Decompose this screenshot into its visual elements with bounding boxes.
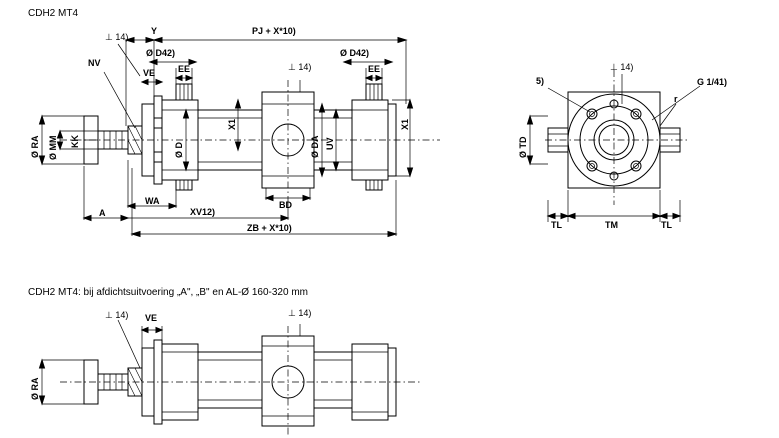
dim-label-g14: G 1/41): [697, 77, 728, 87]
dim-label-tm: TM: [605, 220, 618, 230]
dim-label-ve: VE: [143, 68, 156, 78]
dim-label-ra-secondary: Ø RA: [30, 377, 40, 400]
perpendicular-symbol-sec-left: ⊥ 14): [105, 310, 129, 320]
dim-label-mm: Ø MM: [48, 135, 58, 160]
dim-label-x1-left: X1: [227, 118, 237, 130]
dim-label-d: Ø D: [174, 141, 184, 158]
dim-label-kk: KK: [70, 135, 80, 148]
perpendicular-symbol-endview: ⊥ 14): [610, 62, 634, 72]
perpendicular-symbol-left: ⊥ 14): [105, 32, 129, 42]
dim-label-a: A: [99, 208, 106, 218]
dim-label-ee-left: EE: [178, 64, 191, 74]
dim-label-note5: 5): [536, 76, 545, 86]
secondary-title: CDH2 MT4: bij afdichtsuitvoering „A", „B" en AL-Ø 160-320 mm: [28, 287, 308, 298]
dim-label-ra: Ø RA: [30, 135, 40, 158]
perpendicular-symbol-mid: ⊥ 14): [288, 62, 312, 72]
dim-label-uv: UV: [325, 137, 335, 150]
perpendicular-symbol-sec-mid: ⊥ 14): [288, 308, 312, 318]
dim-label-r: r: [674, 94, 678, 104]
dim-label-da: Ø DA: [310, 135, 320, 158]
main-title: CDH2 MT4: [28, 8, 79, 19]
dim-label-nv: NV: [88, 58, 101, 68]
dim-label-wa: WA: [145, 196, 160, 206]
dim-label-x1-right: X1: [400, 118, 410, 130]
dim-label-ve-secondary: VE: [145, 313, 158, 323]
dim-label-y: Y: [151, 26, 158, 36]
dim-label-ee-right: EE: [368, 64, 381, 74]
dim-label-d4-left: Ø D42): [146, 48, 176, 58]
dim-label-pj-x: PJ + X*10): [252, 26, 296, 36]
dim-label-tl-left: TL: [551, 220, 562, 230]
dim-label-tl-right: TL: [661, 220, 672, 230]
dim-label-d4-right: Ø D42): [340, 48, 370, 58]
dim-label-td: Ø TD: [518, 136, 528, 158]
dim-label-xv: XV12): [190, 207, 216, 217]
dim-label-zb-x: ZB + X*10): [247, 223, 292, 233]
dim-label-bd: BD: [279, 200, 292, 210]
